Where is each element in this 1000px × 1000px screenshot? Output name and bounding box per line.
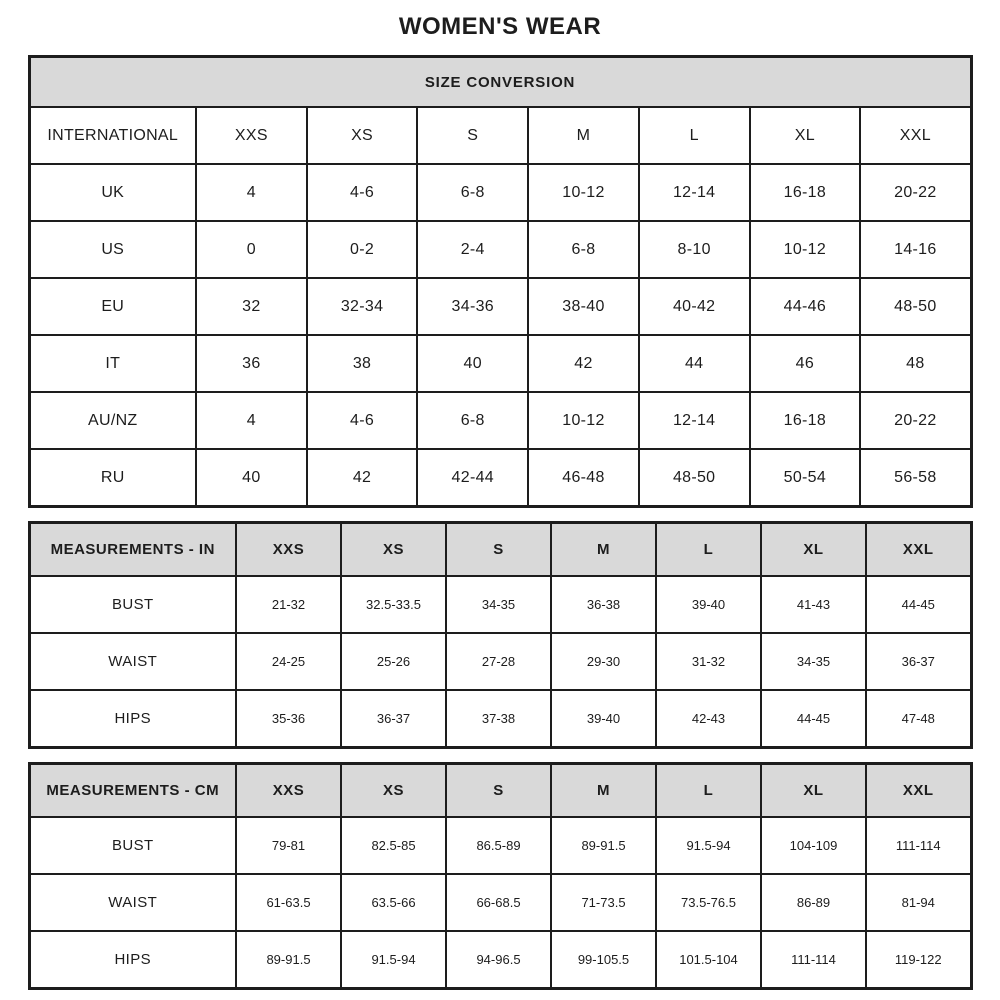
table-row-us <box>29 221 971 278</box>
size-value-cell: 4-6 <box>307 164 418 221</box>
measurements-in-header-row <box>29 523 971 577</box>
table-row-ru <box>29 449 971 507</box>
measurement-value-cell: 89-91.5 <box>551 817 656 874</box>
size-value-cell: 44 <box>639 335 750 392</box>
size-value-cell: 20-22 <box>860 392 971 449</box>
size-col-header-s: S <box>446 523 551 577</box>
measurement-value-cell: 104-109 <box>761 817 866 874</box>
size-col-header-l: L <box>656 764 761 818</box>
row-label: EU <box>29 278 196 335</box>
size-col-header-xxs: XXS <box>236 523 341 577</box>
row-label: WAIST <box>29 633 236 690</box>
size-col-header-xs: XS <box>341 764 446 818</box>
measurement-value-cell: 41-43 <box>761 576 866 633</box>
measurement-value-cell: 101.5-104 <box>656 931 761 989</box>
measurement-value-cell: 32.5-33.5 <box>341 576 446 633</box>
size-col-header-s: S <box>446 764 551 818</box>
size-value-cell: 38 <box>307 335 418 392</box>
size-col-header-xxl: XXL <box>866 764 971 818</box>
measurement-value-cell: 24-25 <box>236 633 341 690</box>
size-value-cell: 10-12 <box>528 164 639 221</box>
measurement-value-cell: 35-36 <box>236 690 341 748</box>
size-value-cell: 10-12 <box>528 392 639 449</box>
size-col-header-m: M <box>551 523 656 577</box>
size-col-header-xxl: XXL <box>860 107 971 164</box>
measurement-value-cell: 94-96.5 <box>446 931 551 989</box>
size-value-cell: 38-40 <box>528 278 639 335</box>
measurement-value-cell: 71-73.5 <box>551 874 656 931</box>
size-value-cell: 40 <box>417 335 528 392</box>
measurement-value-cell: 91.5-94 <box>341 931 446 989</box>
row-label: BUST <box>29 576 236 633</box>
measurement-value-cell: 39-40 <box>656 576 761 633</box>
size-value-cell: 42 <box>307 449 418 507</box>
size-value-cell: 4 <box>196 392 307 449</box>
row-label: IT <box>29 335 196 392</box>
measurements-in-title: MEASUREMENTS - IN <box>29 523 236 577</box>
table-row-waist-in <box>29 633 971 690</box>
size-col-header-xl: XL <box>761 764 866 818</box>
size-value-cell: 32 <box>196 278 307 335</box>
table-row-hips-cm <box>29 931 971 989</box>
measurement-value-cell: 111-114 <box>761 931 866 989</box>
measurement-value-cell: 36-37 <box>341 690 446 748</box>
row-label: RU <box>29 449 196 507</box>
measurement-value-cell: 111-114 <box>866 817 971 874</box>
measurement-value-cell: 27-28 <box>446 633 551 690</box>
measurement-value-cell: 34-35 <box>446 576 551 633</box>
measurement-value-cell: 61-63.5 <box>236 874 341 931</box>
size-value-cell: 50-54 <box>750 449 861 507</box>
size-col-header-m: M <box>551 764 656 818</box>
size-value-cell: 6-8 <box>528 221 639 278</box>
size-value-cell: 34-36 <box>417 278 528 335</box>
table-row-bust-cm <box>29 817 971 874</box>
size-value-cell: 56-58 <box>860 449 971 507</box>
size-value-cell: 6-8 <box>417 164 528 221</box>
measurement-value-cell: 31-32 <box>656 633 761 690</box>
row-label: US <box>29 221 196 278</box>
size-value-cell: 48-50 <box>860 278 971 335</box>
size-col-header-s: S <box>417 107 528 164</box>
table-row-it <box>29 335 971 392</box>
size-value-cell: 20-22 <box>860 164 971 221</box>
row-label: UK <box>29 164 196 221</box>
size-value-cell: 10-12 <box>750 221 861 278</box>
size-value-cell: 16-18 <box>750 164 861 221</box>
size-value-cell: 40 <box>196 449 307 507</box>
measurement-value-cell: 119-122 <box>866 931 971 989</box>
size-col-header-xxs: XXS <box>196 107 307 164</box>
measurement-value-cell: 73.5-76.5 <box>656 874 761 931</box>
measurement-value-cell: 63.5-66 <box>341 874 446 931</box>
size-value-cell: 42-44 <box>417 449 528 507</box>
measurement-value-cell: 91.5-94 <box>656 817 761 874</box>
table-row-hips-in <box>29 690 971 748</box>
measurement-value-cell: 36-37 <box>866 633 971 690</box>
size-value-cell: 6-8 <box>417 392 528 449</box>
size-value-cell: 12-14 <box>639 392 750 449</box>
size-col-header-xxs: XXS <box>236 764 341 818</box>
measurement-value-cell: 81-94 <box>866 874 971 931</box>
size-col-header-xs: XS <box>341 523 446 577</box>
measurement-value-cell: 89-91.5 <box>236 931 341 989</box>
size-value-cell: 46-48 <box>528 449 639 507</box>
row-label: HIPS <box>29 931 236 989</box>
row-label: AU/NZ <box>29 392 196 449</box>
size-col-header-l: L <box>656 523 761 577</box>
size-value-cell: 40-42 <box>639 278 750 335</box>
page-title: WOMEN'S WEAR <box>398 13 602 40</box>
size-value-cell: 36 <box>196 335 307 392</box>
row-label: WAIST <box>29 874 236 931</box>
measurement-value-cell: 44-45 <box>761 690 866 748</box>
size-value-cell: 32-34 <box>307 278 418 335</box>
measurement-value-cell: 21-32 <box>236 576 341 633</box>
row-label: BUST <box>29 817 236 874</box>
size-value-cell: 48 <box>860 335 971 392</box>
measurements-cm-header-row <box>29 764 971 818</box>
size-conversion-title: SIZE CONVERSION <box>29 57 971 108</box>
measurement-value-cell: 34-35 <box>761 633 866 690</box>
size-value-cell: 46 <box>750 335 861 392</box>
measurement-value-cell: 79-81 <box>236 817 341 874</box>
measurements-cm-table <box>28 762 973 990</box>
size-value-cell: 48-50 <box>639 449 750 507</box>
measurement-value-cell: 36-38 <box>551 576 656 633</box>
size-col-header-l: L <box>639 107 750 164</box>
size-value-cell: 0 <box>196 221 307 278</box>
measurement-value-cell: 39-40 <box>551 690 656 748</box>
size-value-cell: 0-2 <box>307 221 418 278</box>
measurement-value-cell: 25-26 <box>341 633 446 690</box>
measurement-value-cell: 47-48 <box>866 690 971 748</box>
measurements-in-table <box>28 521 973 749</box>
table-row-aunz <box>29 392 971 449</box>
size-value-cell: 8-10 <box>639 221 750 278</box>
size-conversion-header-row <box>29 107 971 164</box>
size-col-header-xl: XL <box>761 523 866 577</box>
size-col-header-xs: XS <box>307 107 418 164</box>
table-row-eu <box>29 278 971 335</box>
size-value-cell: 44-46 <box>750 278 861 335</box>
size-value-cell: 2-4 <box>417 221 528 278</box>
size-value-cell: 4 <box>196 164 307 221</box>
size-value-cell: 4-6 <box>307 392 418 449</box>
size-value-cell: 16-18 <box>750 392 861 449</box>
table-row-uk <box>29 164 971 221</box>
measurement-value-cell: 37-38 <box>446 690 551 748</box>
measurement-value-cell: 29-30 <box>551 633 656 690</box>
measurement-value-cell: 44-45 <box>866 576 971 633</box>
size-col-header-xxl: XXL <box>866 523 971 577</box>
size-conversion-banner-row <box>29 57 971 108</box>
size-value-cell: 42 <box>528 335 639 392</box>
table-row-bust-in <box>29 576 971 633</box>
measurement-value-cell: 42-43 <box>656 690 761 748</box>
size-conversion-table <box>28 55 973 508</box>
size-col-header-m: M <box>528 107 639 164</box>
measurement-value-cell: 66-68.5 <box>446 874 551 931</box>
size-value-cell: 12-14 <box>639 164 750 221</box>
size-value-cell: 14-16 <box>860 221 971 278</box>
row-label: HIPS <box>29 690 236 748</box>
size-col-header-xl: XL <box>750 107 861 164</box>
measurement-value-cell: 86-89 <box>761 874 866 931</box>
measurement-value-cell: 99-105.5 <box>551 931 656 989</box>
international-label: INTERNATIONAL <box>29 107 196 164</box>
measurement-value-cell: 82.5-85 <box>341 817 446 874</box>
measurements-cm-title: MEASUREMENTS - CM <box>29 764 236 818</box>
table-row-waist-cm <box>29 874 971 931</box>
measurement-value-cell: 86.5-89 <box>446 817 551 874</box>
